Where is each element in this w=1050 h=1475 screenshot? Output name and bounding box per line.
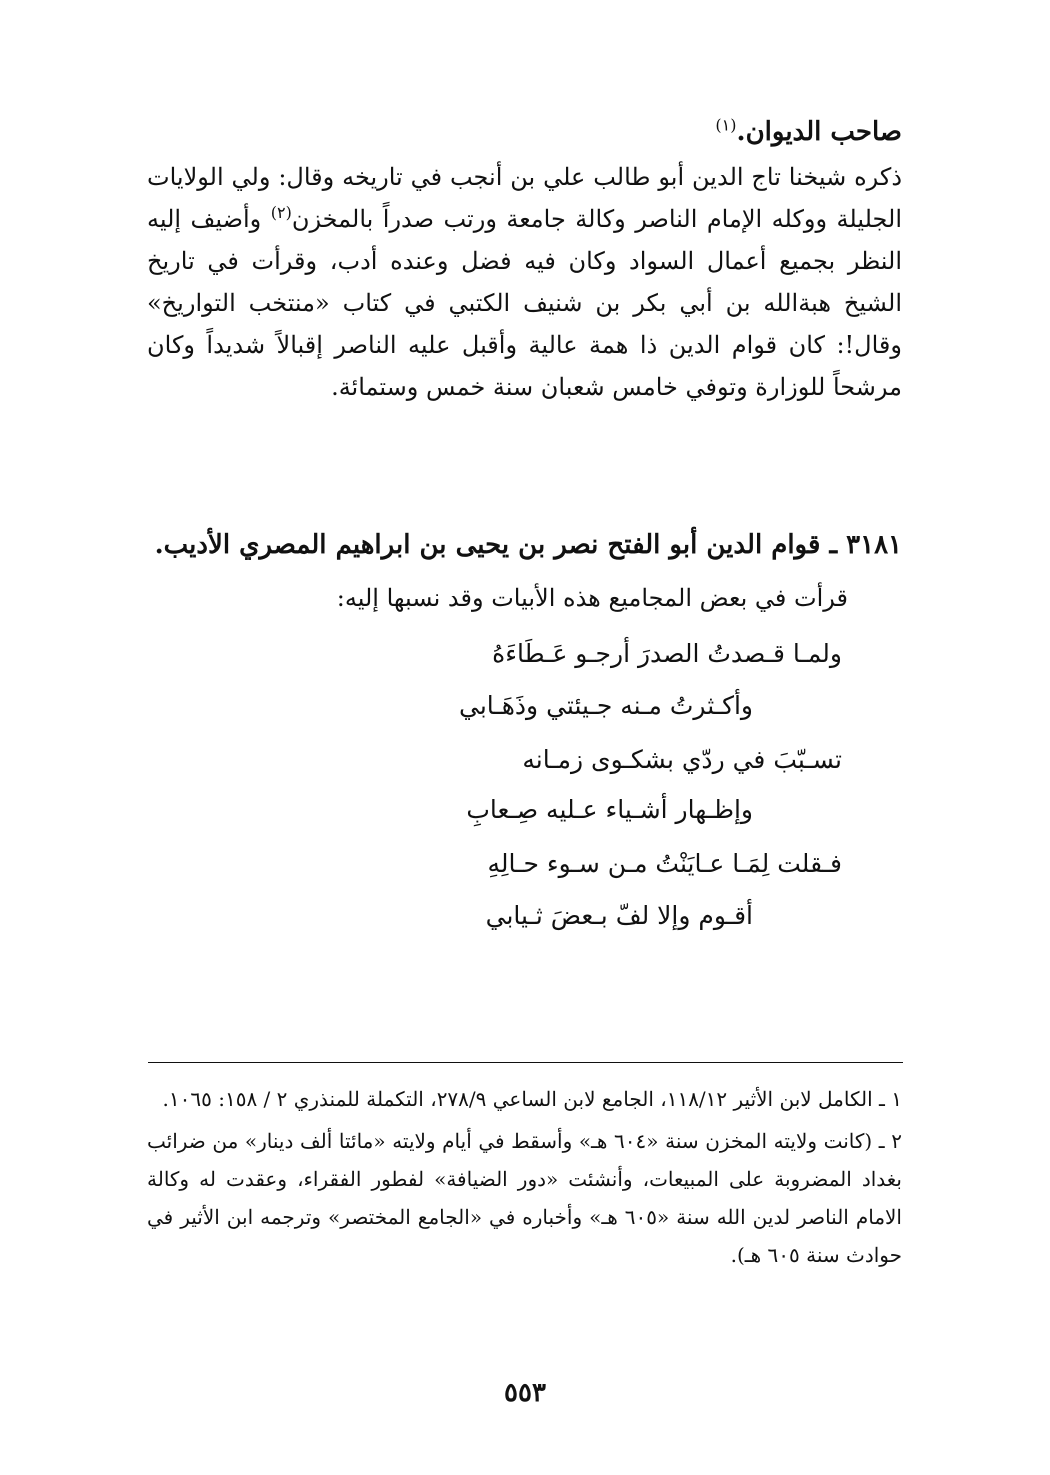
verse-2-first-hemistich: تسـبّبَ في ردّي بشكـوى زمـانه [522,745,842,774]
verse-3-second-hemistich: أقـوم وإلا لفّ بـعضَ ثـيابي [485,901,753,930]
verse-1-first-hemistich: ولمـا قـصدتُ الصدرَ أرجـو عَـطَاءَهُ [492,639,842,668]
verse-2-second-hemistich: وإظـهار أشـياء عـليه صِـعابِ [466,795,753,824]
footnote-2: ٢ ـ (كانت ولايته المخزن سنة «٦٠٤ هـ» وأسقط في أيام ولايته «مائتا ألف دينار» من ضرائب بغداد المضروبة على المبيعات، وأنشئت «دور الضيافة» لفطور الفقراء، وعقدت له وكالة الامام الناصر لدين الله سنة «٦٠٥ هـ» وأخباره في «الجامع المختصر» وترجمه ابن الأثير في حوادث سنة ٦٠٥ هـ). [147,1129,902,1267]
footnote-ref-1[interactable]: (١) [715,115,737,135]
page-number: ٥٥٣ [504,1378,546,1408]
footnote-1: ١ ـ الكامل لابن الأثير ١١٨/١٢، الجامع لابن الساعي ٢٧٨/٩، التكملة للمنذري ٢ / ١٥٨: ١٠٦٥. [162,1087,902,1111]
continued-entry-heading [147,112,902,152]
entry-intro: قرأت في بعض المجاميع هذه الأبيات وقد نسبها إليه: [336,584,848,612]
footnotes-section [147,1080,902,1278]
footnote-divider [148,1062,903,1063]
paragraph-part-2: وأضيف إليه النظر بجميع أعمال السواد وكان فيه فضل وعنده أدب، وقرأت في تاريخ الشيخ هبةالله بن أبي بكر بن شنيف الكتبي في كتاب «منتخب التواريخ» وقال!: كان قوام الدين ذا همة عالية وأقبل عليه الناصر إقبالاً شديداً وكان مرشحاً للوزارة وتوفي خامس شعبان سنة خمس وستمائة. [147,205,902,401]
paragraph-part-1: ذكره شيخنا تاج الدين أبو طالب علي بن أنجب في تاريخه وقال: ولي الولايات الجليلة ووكله الإمام الناصر وكالة جامعة ورتب صدراً بالمخزن [147,163,903,233]
footnote-ref-2[interactable]: (٢) [270,203,292,222]
biography-paragraph [147,156,902,408]
verse-3-first-hemistich: فـقلت لِمَـا عـايَنْتُ مـن سـوء حـالِهِ [487,849,842,878]
verse-1-second-hemistich: وأكـثرتُ مـنه جـيئتي وذَهَـابي [459,691,753,720]
continued-heading-text: صاحب الديوان. [736,117,902,147]
entry-heading: ٣١٨١ ـ قوام الدين أبو الفتح نصر بن يحيى بن ابراهيم المصري الأديب. [154,530,902,560]
